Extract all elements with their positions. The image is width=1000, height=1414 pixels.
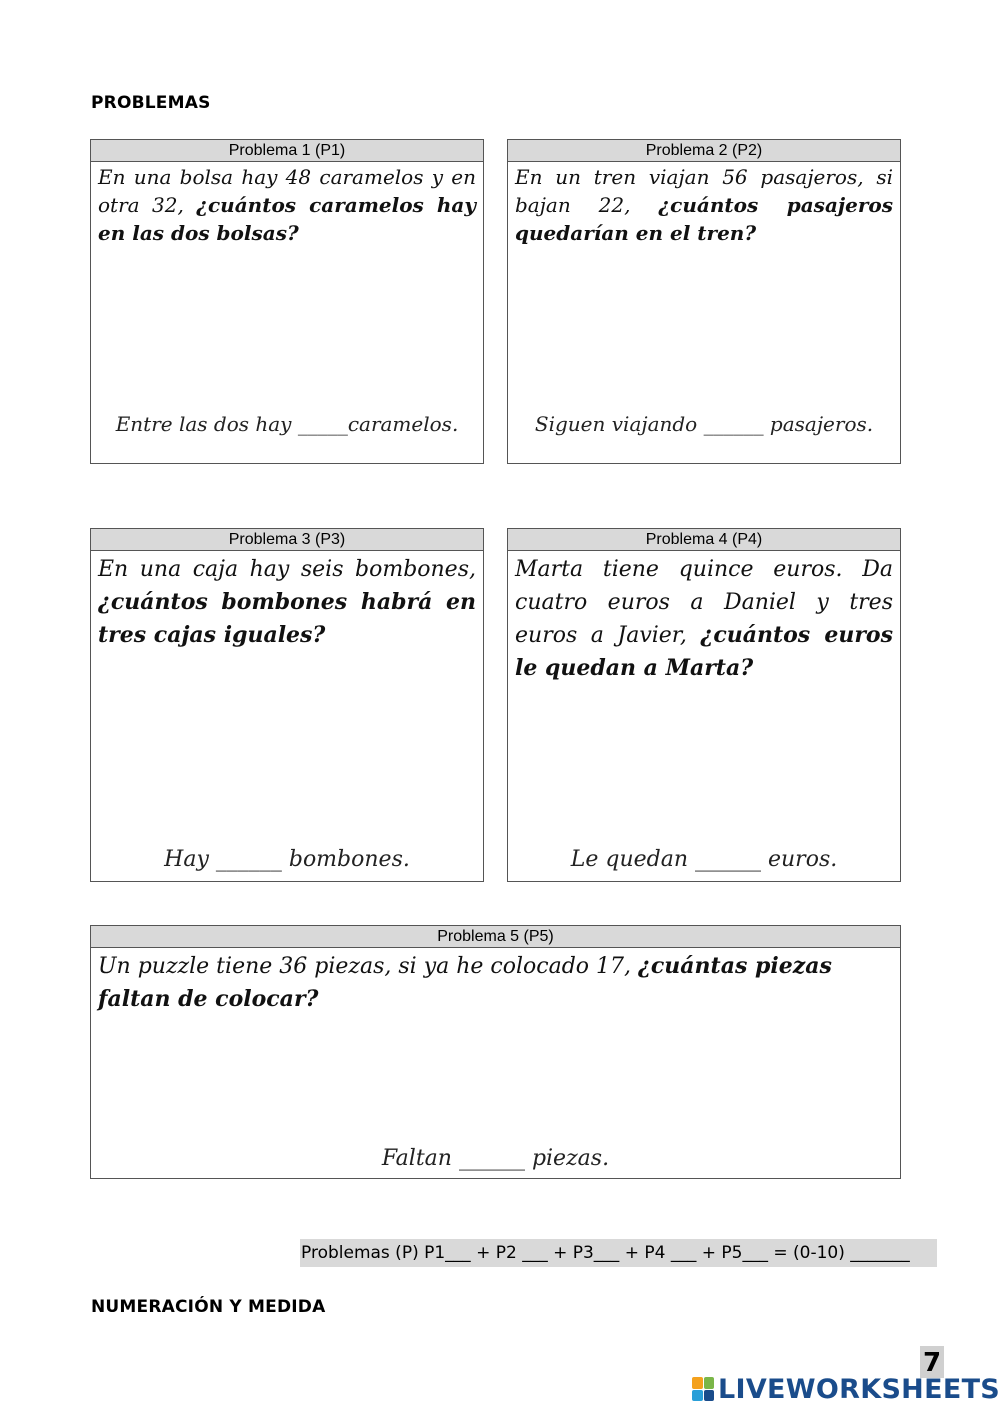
problem-header: Problema 3 (P3)	[91, 529, 483, 551]
problem-text: En un tren viajan 56 pasajeros, si bajan 22,	[515, 165, 893, 217]
problem-box-4	[507, 528, 901, 882]
answer-line[interactable]: Le quedan ______ euros.	[570, 847, 838, 872]
problem-header: Problema 2 (P2)	[508, 140, 900, 162]
problem-text: En una caja hay seis bombones,	[98, 557, 476, 582]
answer-line[interactable]: Faltan ______ piezas.	[381, 1146, 610, 1171]
liveworksheets-logo-icon	[692, 1377, 714, 1401]
answer-line[interactable]: Siguen viajando ______ pasajeros.	[534, 412, 874, 436]
problem-statement	[508, 551, 900, 685]
problem-statement	[508, 162, 900, 247]
problem-text: Marta tiene quince euros. Da cuatro euros a Daniel y tres euros a Javier,	[515, 557, 893, 648]
problem-question: ¿cuántos euros le quedan a Marta?	[515, 622, 893, 681]
numeration-section-title: NUMERACIÓN Y MEDIDA	[91, 1297, 326, 1317]
problem-question: ¿cuántos pasajeros quedarían en el tren?	[515, 193, 893, 245]
problem-box-5	[90, 925, 901, 1179]
problem-header: Problema 4 (P4)	[508, 529, 900, 551]
problem-question: ¿cuántos caramelos hay en las dos bolsas?	[98, 193, 476, 245]
answer-line[interactable]: Entre las dos hay _____caramelos.	[115, 412, 459, 436]
problems-section-title: PROBLEMAS	[91, 93, 211, 113]
score-line[interactable]: Problemas (P) P1___ + P2 ___ + P3___ + P4 ___ + P5___ = (0-10) _______	[300, 1239, 937, 1267]
problem-question: ¿cuántos bombones habrá en tres cajas iguales?	[98, 589, 476, 648]
problem-statement	[91, 162, 483, 247]
problem-text: Un puzzle tiene 36 piezas, si ya he colocado 17,	[98, 954, 638, 979]
liveworksheets-brand	[692, 1374, 1000, 1404]
problem-box-2	[507, 139, 901, 464]
problem-box-1	[90, 139, 484, 464]
answer-line[interactable]: Hay ______ bombones.	[164, 847, 410, 872]
problem-text: En una bolsa hay 48 caramelos y en otra 32,	[98, 165, 476, 217]
problem-box-3	[90, 528, 484, 882]
page-number: 7	[920, 1346, 944, 1378]
problem-statement	[91, 948, 900, 1016]
problem-header: Problema 1 (P1)	[91, 140, 483, 162]
brand-name: LIVEWORKSHEETS	[718, 1373, 1000, 1405]
problem-header: Problema 5 (P5)	[91, 926, 900, 948]
problem-question: ¿cuántas piezas faltan de colocar?	[98, 953, 832, 1012]
problem-statement	[91, 551, 483, 652]
